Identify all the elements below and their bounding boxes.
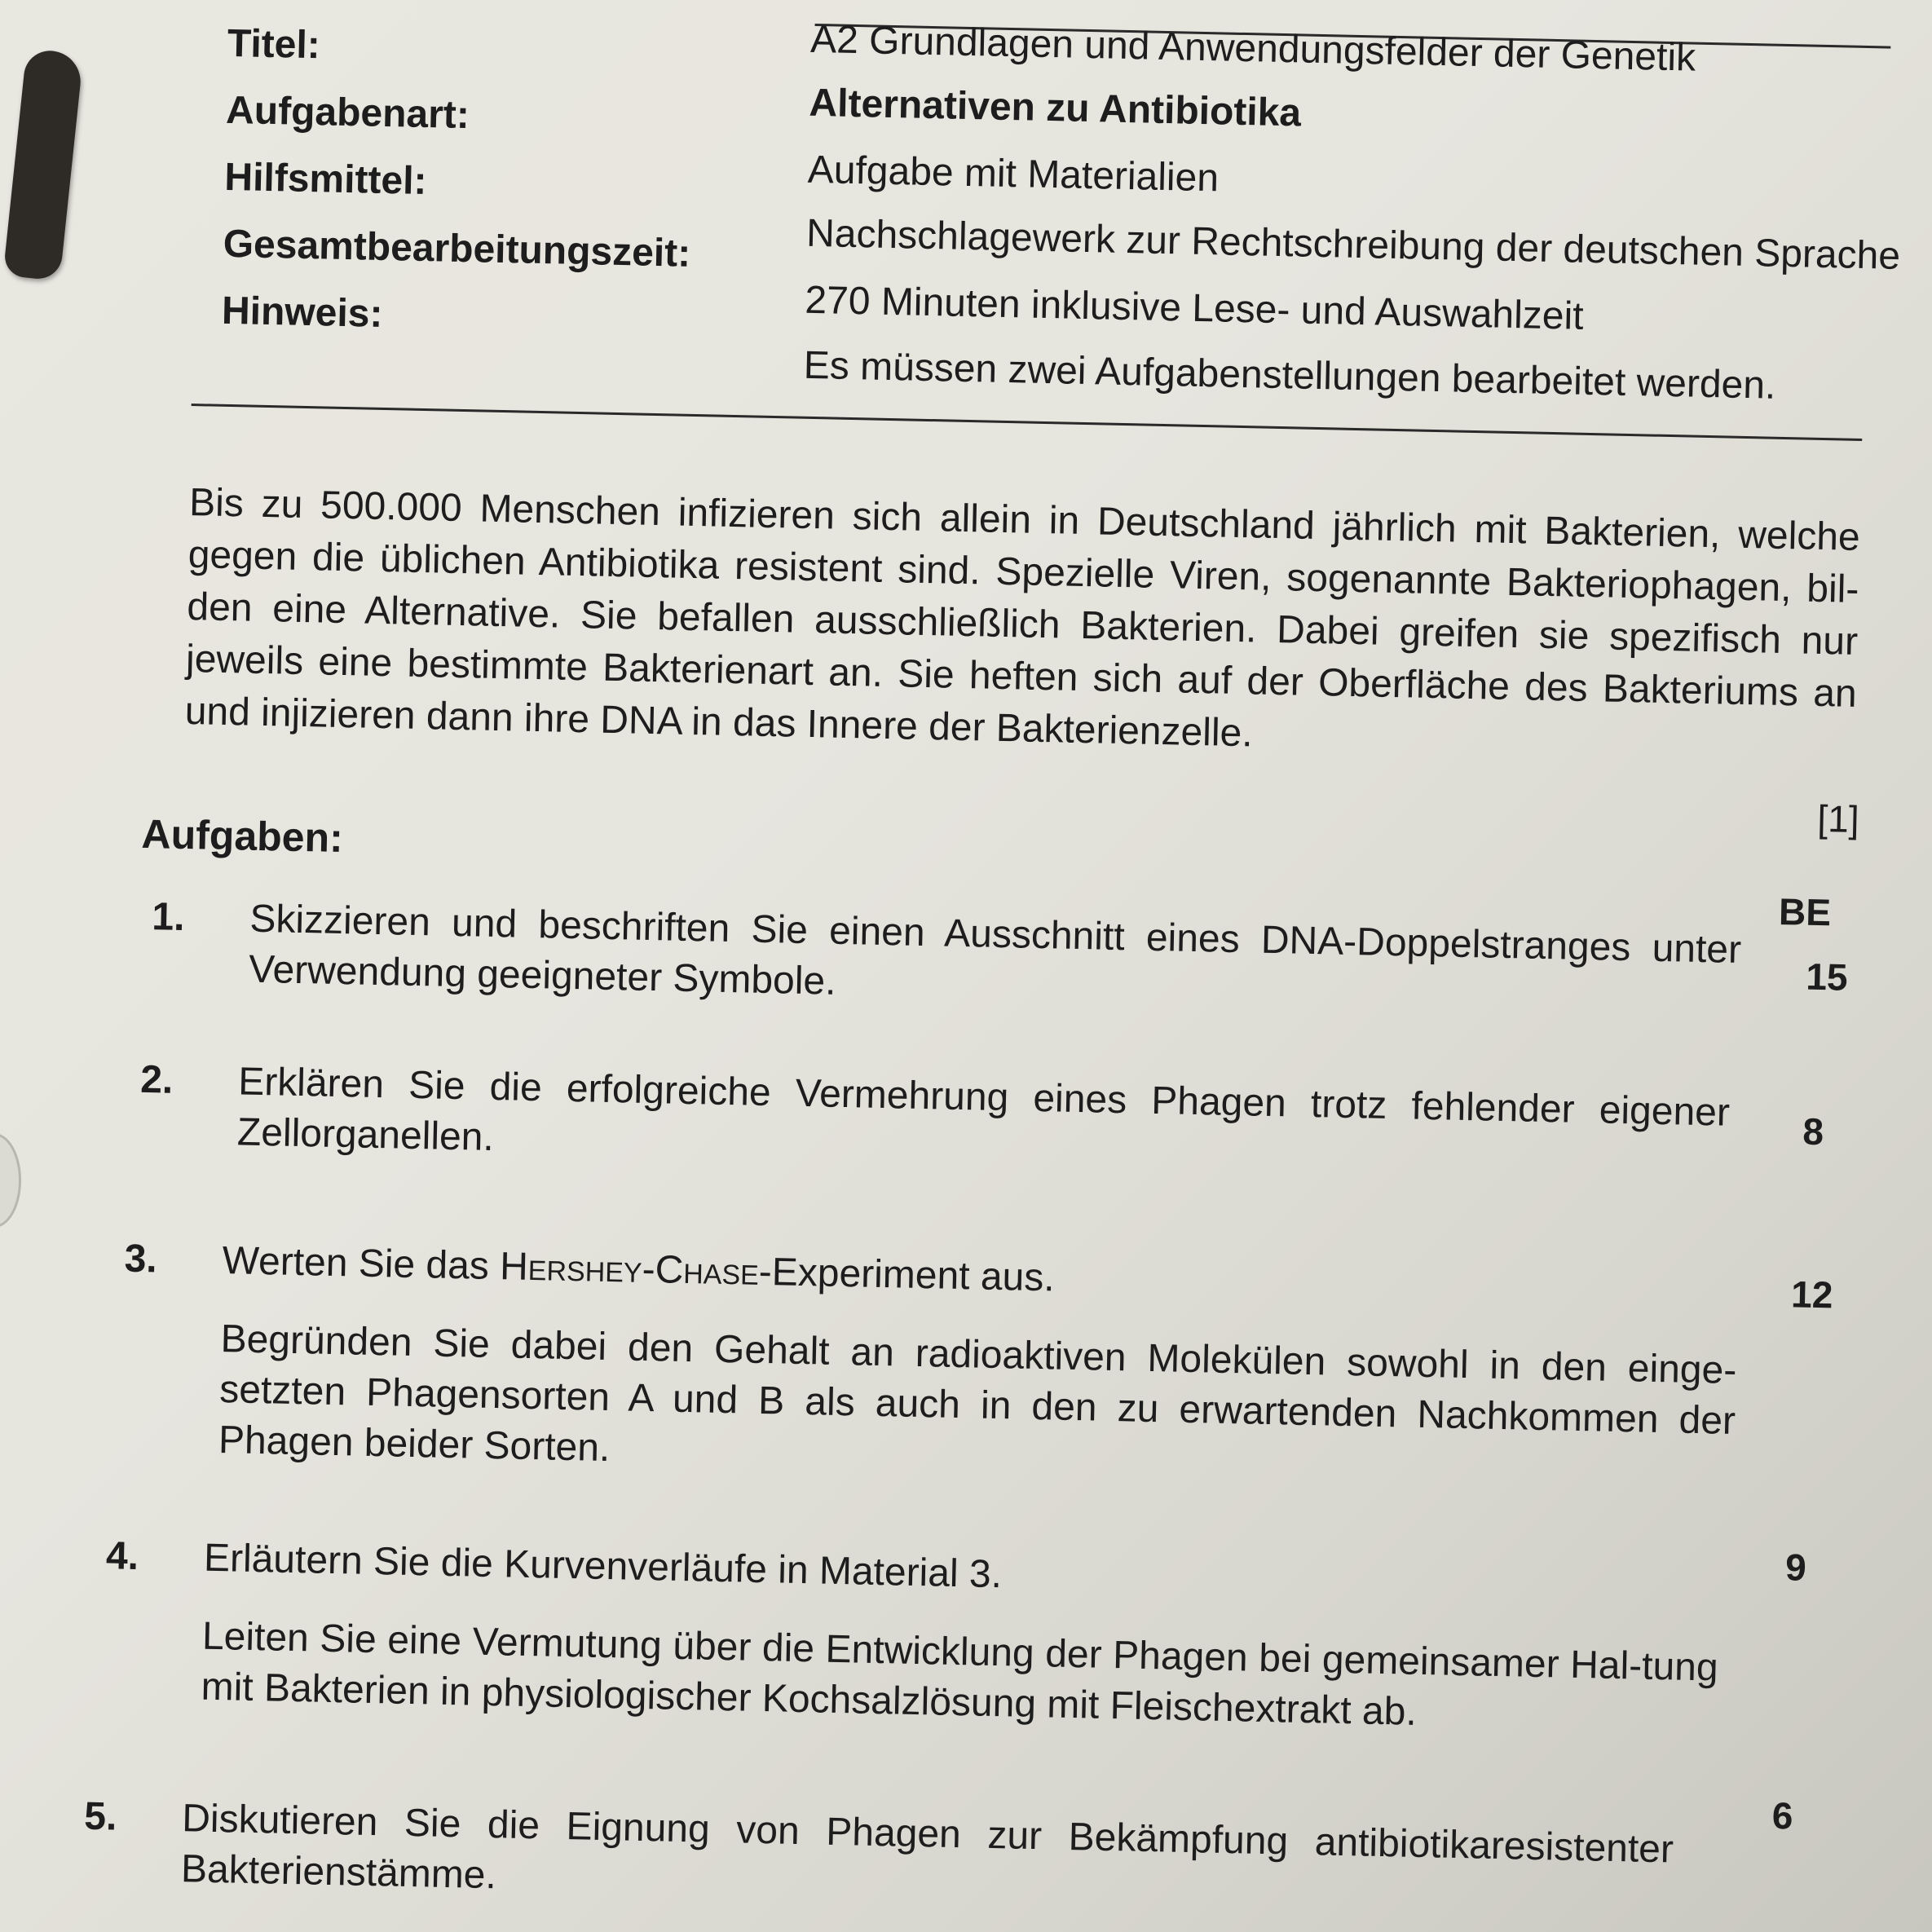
task-text-part: -Experiment aus. [758,1250,1056,1300]
task-points: 15 [1805,955,1849,999]
task-subtext: Leiten Sie eine Vermutung über die Entwicklung der Phagen bei gemeinsamer Hal-tung mit Bakterien in physiologischer Kochsalzlösung mit Fleischextrakt ab. [201,1614,1719,1734]
task-points: 8 [1802,1109,1824,1153]
value-aufgabenart: Aufgabe mit Materialien [807,148,1220,201]
task-points: 9 [1784,1546,1807,1589]
intro-paragraph: Bis zu 500.000 Menschen infizieren sich allein in Deutschland jährlich mit Bakterien, welche gegen die üblichen Antibiotika resistent sind. Spezielle Viren, sogenannte Bakteriophagen, bil-den eine Alternative. Sie befallen ausschließlich Bakterien. Dabei greifen sie spezifisch nur jeweils eine bestimmte Bakterienart an. Sie heften sich auf der Oberfläche des Bakteriums an und injizieren dann ihre DNA in das Innere der Bakterienzelle. [184,481,1861,756]
header-divider [192,404,1863,441]
task-subtext: Begründen Sie dabei den Gehalt an radioaktiven Molekülen sowohl in den einge-setzten Phagensorten A und B als auch in den zu erwartenden Nachkommen der Phagen beider Sorten. [218,1317,1737,1471]
task-number: 1. [151,895,186,939]
task-text: Skizzieren und beschriften Sie einen Ausschnitt eines DNA-Doppelstranges unter Verwendung geeigneter Symbole. [248,897,1742,1003]
points-column-heading: BE [1778,889,1832,934]
task-text: Erläutern Sie die Kurvenverläufe in Material 3. [203,1536,1003,1597]
label-hinweis: Hinweis: [221,289,383,336]
citation-marker: [1] [1816,796,1860,840]
task-number: 2. [139,1057,174,1102]
experiment-name: Hershey-Chase [499,1245,760,1294]
value-hilfsmittel: Nachschlagewerk zur Rechtschreibung der deutschen Sprache [805,211,1901,278]
value-subtitle: Alternativen zu Antibiotika [809,81,1302,135]
value-titel: A2 Grundlagen und Anwendungsfelder der Genetik [809,17,1696,80]
task-number: 5. [83,1794,117,1839]
task-text-part: Werten Sie das [222,1239,501,1289]
task-text [222,1236,1714,1317]
label-titel: Titel: [227,21,321,68]
label-aufgabenart: Aufgabenart: [225,88,470,138]
task-points: 6 [1771,1794,1793,1837]
task-points: 12 [1790,1273,1833,1317]
value-hinweis: Es müssen zwei Aufgabenstellungen bearbeitet werden. [803,343,1776,408]
task-text: Diskutieren Sie die Eignung von Phagen zur Bekämpfung antibiotikaresistenter Bakterienstämme. [180,1797,1674,1898]
label-zeit: Gesamtbearbeitungszeit: [223,222,691,276]
value-zeit: 270 Minuten inklusive Lese- und Auswahlzeit [804,278,1585,338]
tasks-heading: Aufgaben: [141,810,344,862]
label-hilfsmittel: Hilfsmittel: [223,155,428,204]
task-number: 4. [105,1534,139,1578]
task-number: 3. [124,1237,158,1281]
task-text: Erklären Sie die erfolgreiche Vermehrung eines Phagen trotz fehlender eigener Zellorganellen. [236,1060,1731,1159]
